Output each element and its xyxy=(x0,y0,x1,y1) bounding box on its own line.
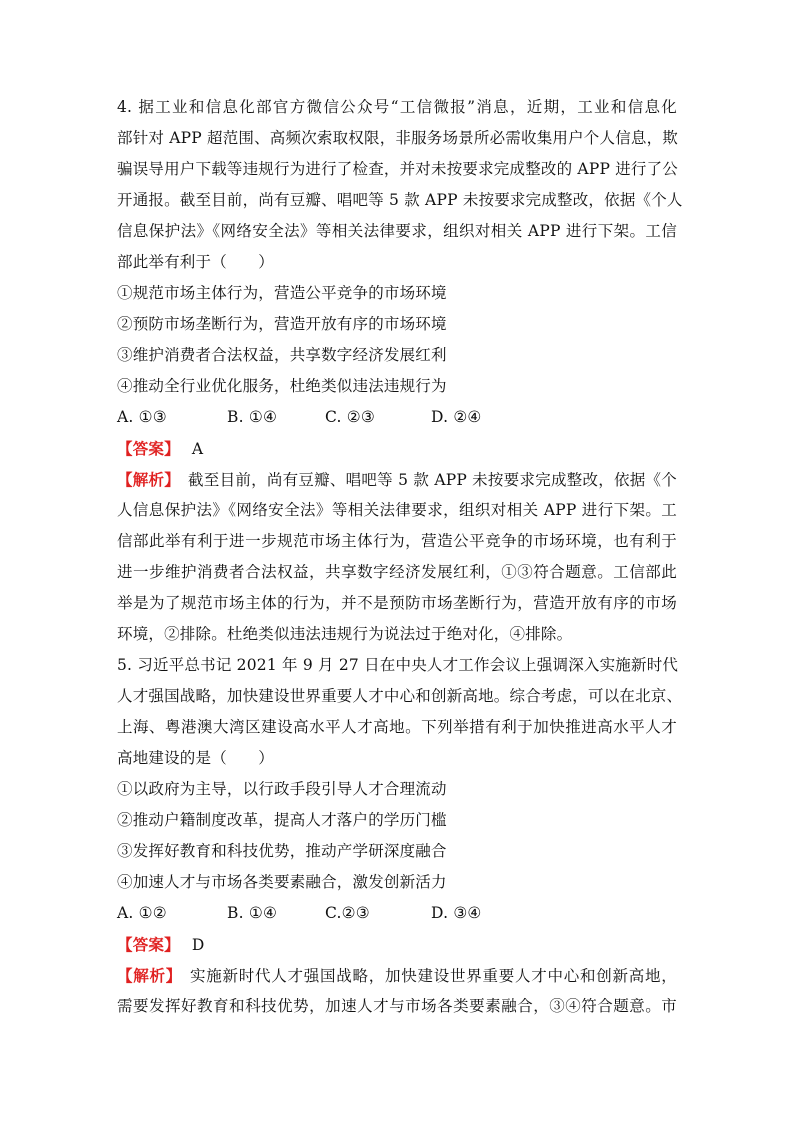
q4-analysis-line: 进一步维护消费者合法权益，共享数字经济发展红利，①③符合题意。工信部此 xyxy=(117,563,677,581)
q5-option-a: A. ①② xyxy=(117,904,167,922)
answer-value: D xyxy=(191,936,205,954)
q5-item-2: ②推动户籍制度改革，提高人才落户的学历门槛 xyxy=(117,811,447,829)
q4-analysis-line xyxy=(117,464,677,495)
q5-item-3: ③发挥好教育和科技优势，推动产学研深度融合 xyxy=(117,842,447,860)
q5-stem-line: 上海、粤港澳大湾区建设高水平人才高地。下列举措有利于加快推进高水平人才 xyxy=(117,718,677,736)
analysis-label: 【解析】 xyxy=(117,470,181,489)
q4-answer xyxy=(117,433,677,464)
document-page xyxy=(117,92,683,1022)
q5-stem-line: 高地建设的是（ ） xyxy=(117,749,275,767)
analysis-text: 截至目前，尚有豆瓣、唱吧等 5 款 APP 未按要求完成整改，依据《个 xyxy=(188,471,677,489)
q4-item-4: ④推动全行业优化服务，杜绝类似违法违规行为 xyxy=(117,377,447,395)
q4-stem-line: 4. 据工业和信息化部官方微信公众号“工信微报”消息，近期，工业和信息化 xyxy=(117,98,677,116)
q5-option-c: C.②③ xyxy=(325,904,370,922)
q4-stem-line: 部针对 APP 超范围、高频次索取权限，非服务场景所必需收集用户个人信息，欺 xyxy=(117,129,679,147)
answer-label: 【答案】 xyxy=(117,935,180,954)
q5-item-4: ④加速人才与市场各类要素融合，激发创新活力 xyxy=(117,873,447,891)
q4-option-a: A. ①③ xyxy=(117,408,167,426)
q4-analysis-line: 环境，②排除。杜绝类似违法违规行为说法过于绝对化，④排除。 xyxy=(117,625,573,643)
analysis-text: 实施新时代人才强国战略，加快建设世界重要人才中心和创新高地， xyxy=(190,967,677,985)
q5-item-1: ①以政府为主导，以行政手段引导人才合理流动 xyxy=(117,780,447,798)
q4-analysis-line: 信部此举有利于进一步规范市场主体行为，营造公平竞争的市场环境，也有利于 xyxy=(117,532,677,550)
q5-options xyxy=(117,898,677,929)
q4-item-3: ③维护消费者合法权益，共享数字经济发展红利 xyxy=(117,346,447,364)
q4-stem-line: 开通报。截至目前，尚有豆瓣、唱吧等 5 款 APP 未按要求完成整改，依据《个人 xyxy=(117,191,683,209)
answer-label: 【答案】 xyxy=(117,439,180,458)
q5-answer xyxy=(117,929,677,960)
q5-stem-line: 5. 习近平总书记 2021 年 9 月 27 日在中央人才工作会议上强调深入实施新时代 xyxy=(117,656,679,674)
q5-option-b: B. ①④ xyxy=(227,904,278,922)
answer-value: A xyxy=(191,440,204,458)
q4-stem-line: 骗误导用户下载等违规行为进行了检查，并对未按要求完成整改的 APP 进行了公 xyxy=(117,160,679,178)
question-5 xyxy=(117,650,683,1022)
q4-analysis-line: 人信息保护法》《网络安全法》等相关法律要求，组织对相关 APP 进行下架。工 xyxy=(117,501,677,519)
q4-option-d: D. ②④ xyxy=(431,408,482,426)
q4-item-1: ①规范市场主体行为，营造公平竞争的市场环境 xyxy=(117,284,447,302)
q5-analysis-line: 需要发挥好教育和科技优势，加速人才与市场各类要素融合，③④符合题意。市 xyxy=(117,997,677,1015)
q4-analysis-line: 举是为了规范市场主体的行为，并不是预防市场垄断行为，营造开放有序的市场 xyxy=(117,594,677,612)
q4-option-b: B. ①④ xyxy=(227,408,278,426)
q4-item-2: ②预防市场垄断行为，营造开放有序的市场环境 xyxy=(117,315,447,333)
analysis-label: 【解析】 xyxy=(117,966,183,985)
q4-options xyxy=(117,402,677,433)
q5-option-d: D. ③④ xyxy=(431,904,482,922)
question-4 xyxy=(117,92,683,650)
q5-analysis-line xyxy=(117,960,677,991)
q4-stem-line: 部此举有利于（ ） xyxy=(117,253,275,271)
q4-option-c: C. ②③ xyxy=(325,408,375,426)
q4-stem-line: 信息保护法》《网络安全法》等相关法律要求，组织对相关 APP 进行下架。工信 xyxy=(117,222,677,240)
q5-stem-line: 人才强国战略，加快建设世界重要人才中心和创新高地。综合考虑，可以在北京、 xyxy=(117,687,683,705)
